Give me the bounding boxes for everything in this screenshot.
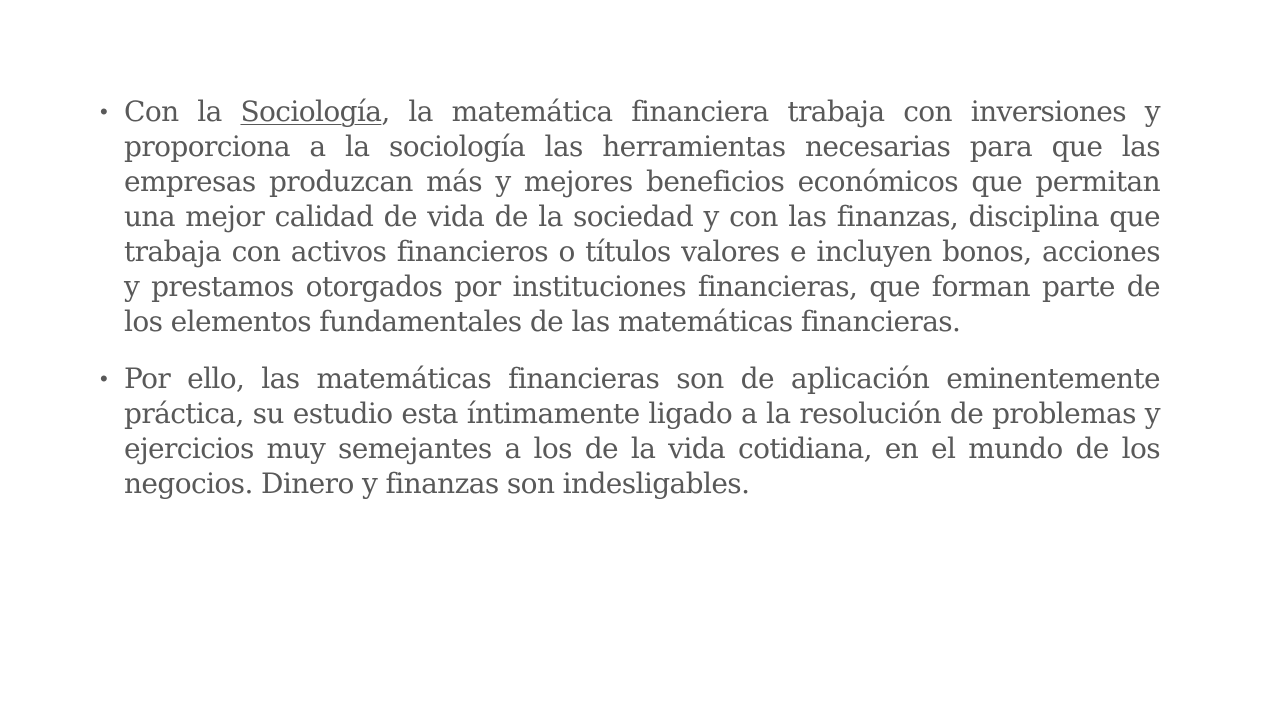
bullet-list <box>100 94 1160 523</box>
bullet-item-aplicacion <box>100 361 1160 501</box>
bullet-icon: • <box>100 99 108 124</box>
bullet-body-text: Por ello, las matemáticas financieras son de aplicación eminentemente práctica, su estudio esta íntimamente ligado a la resolución de problemas y ejercicios muy semejantes a los de la vida cotidiana, en el mundo de los negocios. Dinero y finanzas son indesligables. <box>124 362 1160 500</box>
bullet-body-text: , la matemática financiera trabaja con inversiones y proporciona a la sociología las herramientas necesarias para que las empresas produzcan más y mejores beneficios económicos que permitan una mejor calidad de vida de la sociedad y con las finanzas, disciplina que trabaja con activos financieros o títulos valores e incluyen bonos, acciones y prestamos otorgados por instituciones financieras, que forman parte de los elementos fundamentales de las matemáticas financieras. <box>124 95 1160 338</box>
bullet-icon: • <box>100 366 108 391</box>
bullet-item-sociologia <box>100 94 1160 339</box>
bullet-lead-text: Con la <box>124 95 241 128</box>
sociologia-link[interactable]: Sociología <box>240 95 382 128</box>
